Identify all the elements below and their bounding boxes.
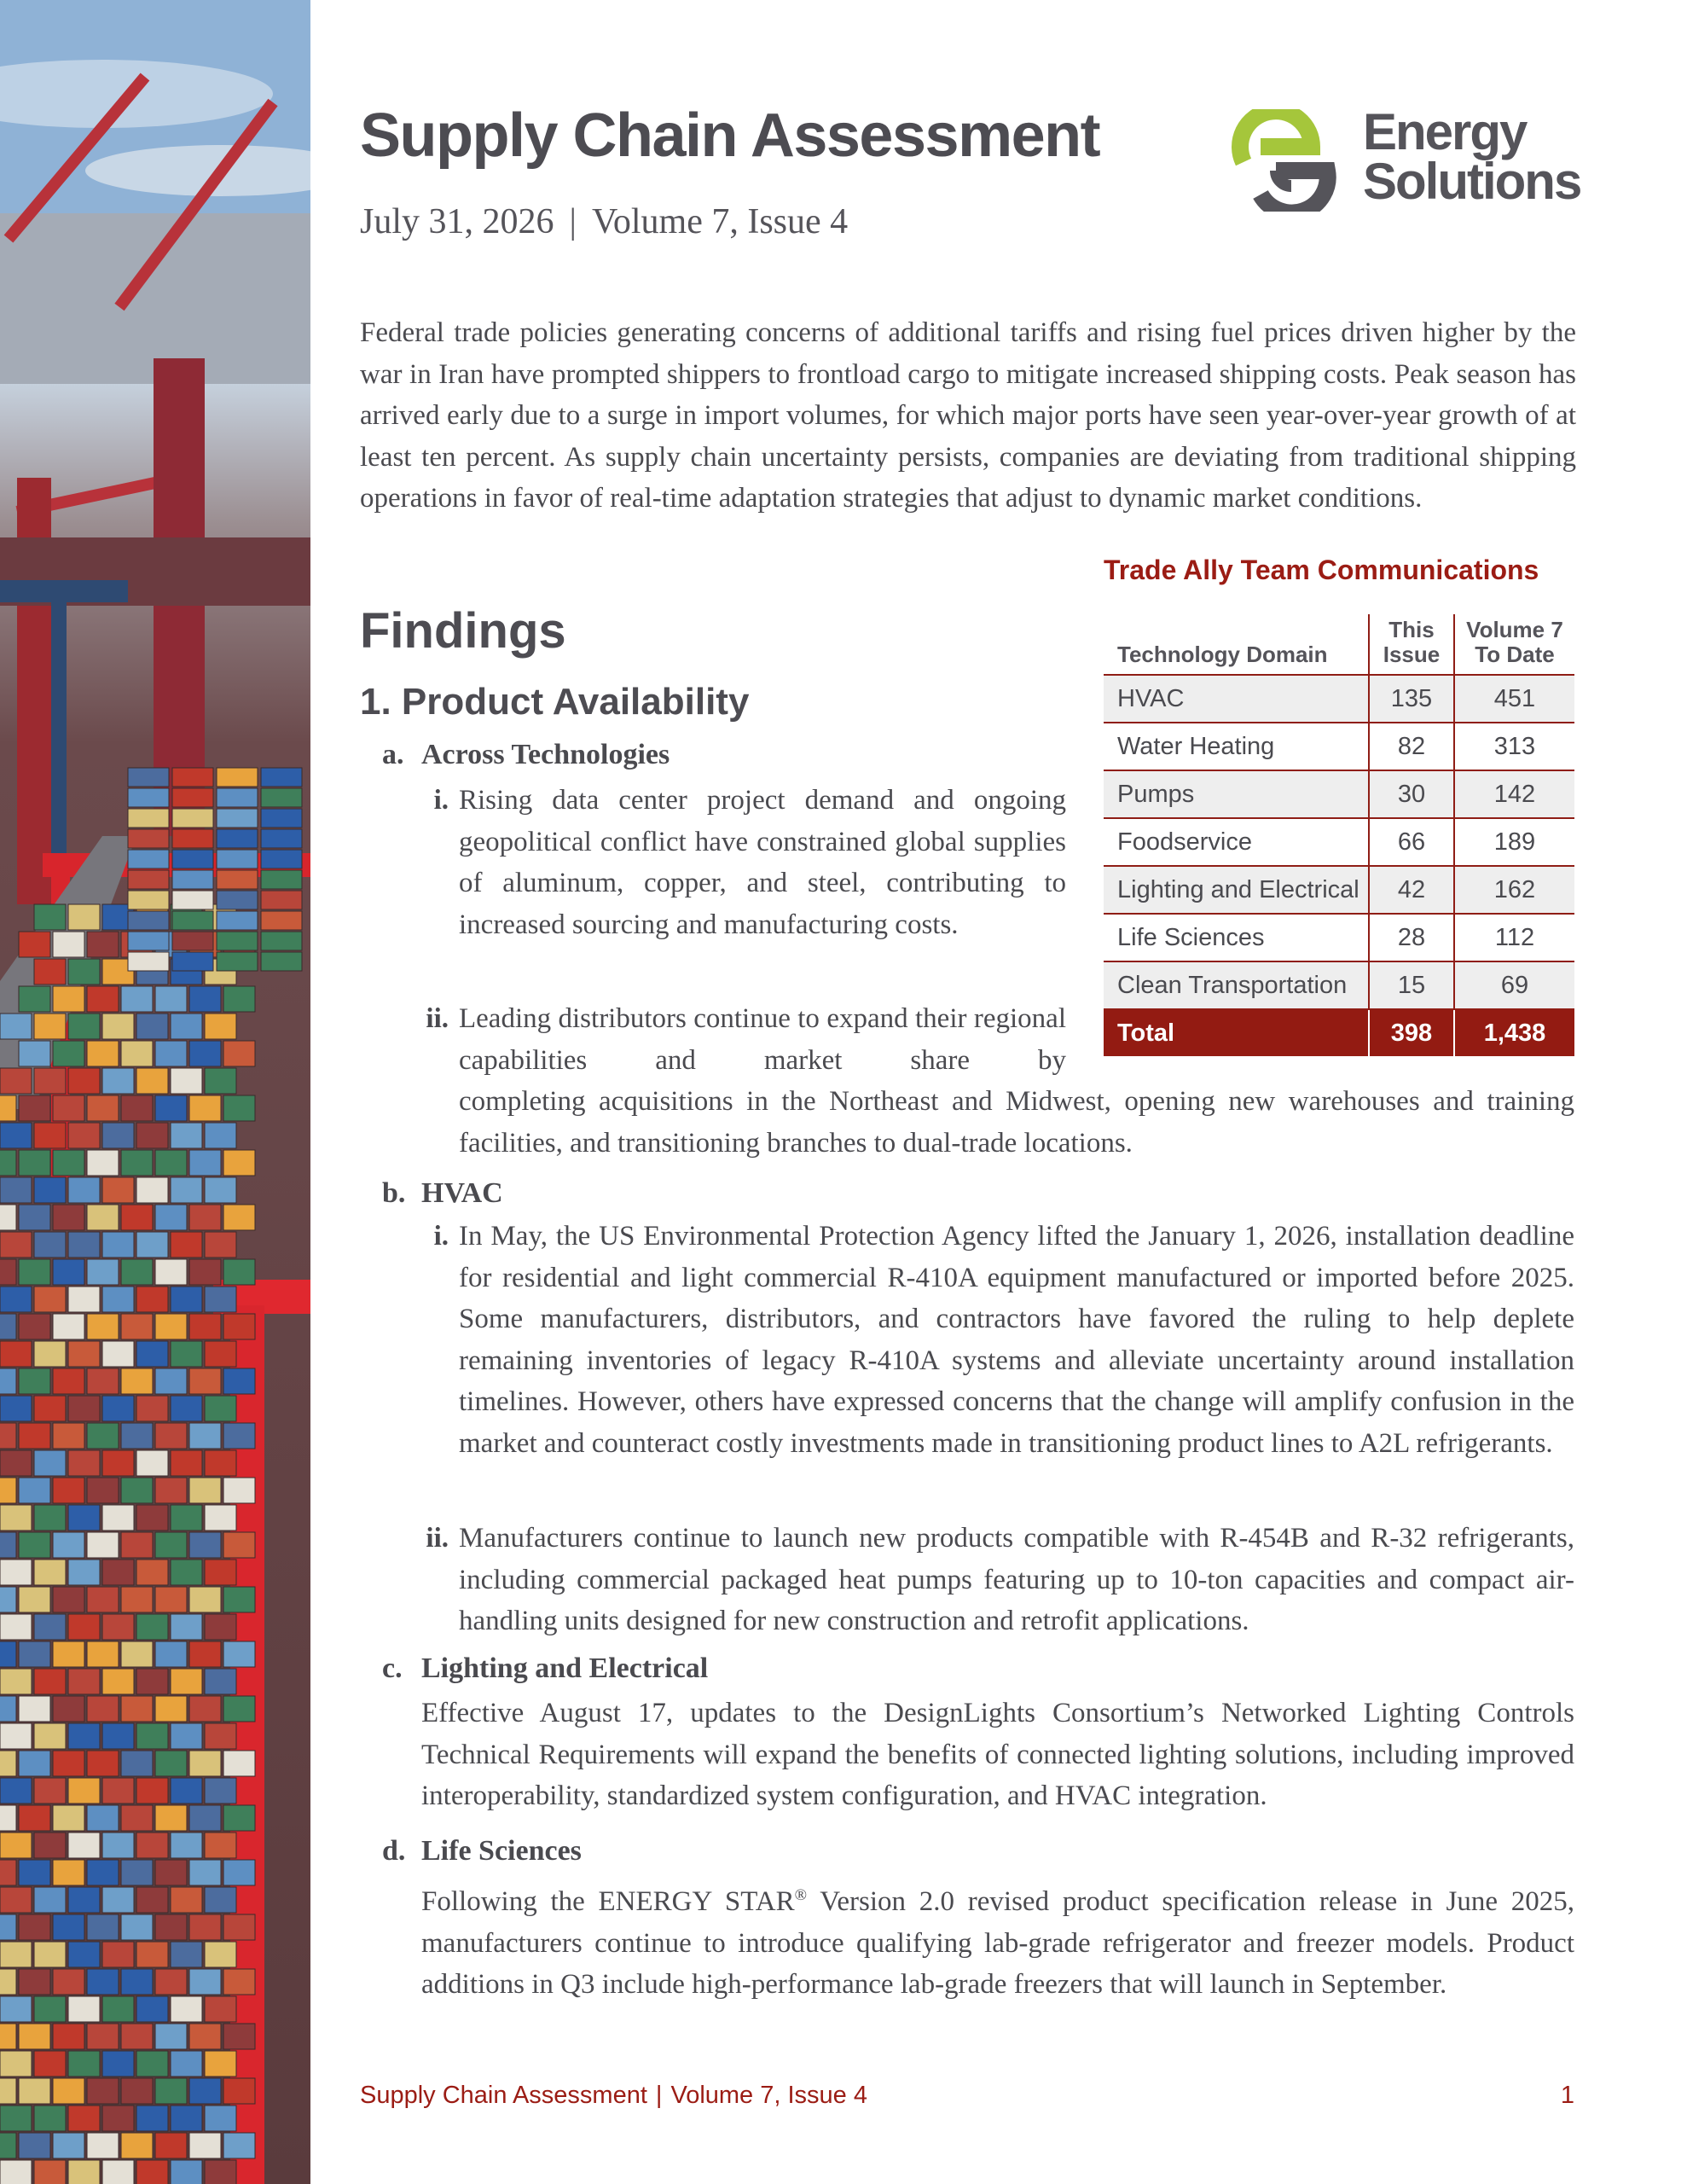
cell-domain: Lighting and Electrical	[1117, 876, 1359, 903]
energy-solutions-logo	[1226, 103, 1585, 218]
subsection-a-title: Across Technologies	[421, 739, 670, 770]
footer-volume: Volume 7, Issue 4	[670, 2082, 867, 2109]
subsection-c-title: Lighting and Electrical	[421, 1653, 709, 1684]
cell-issue: 66	[1368, 819, 1453, 865]
subsection-d-heading	[382, 1835, 582, 1867]
cell-to-date: 162	[1453, 867, 1574, 913]
header-volume-line1: Volume 7	[1466, 617, 1563, 642]
table-total-row	[1104, 1010, 1574, 1056]
item-b-ii-text: Manufacturers continue to launch new products compatible with R-454B and R-32 refrigerants, including commercial packaged heat pumps featuring up to 10-ton capacities and compact air-handling units designed for new construction and retrofit applications.	[459, 1523, 1574, 1636]
header-this-issue-line2: Issue	[1383, 642, 1441, 667]
cell-domain: Clean Transportation	[1117, 972, 1348, 999]
footer-separator: |	[655, 2082, 663, 2109]
table-row	[1104, 867, 1574, 915]
cell-domain: Water Heating	[1117, 733, 1275, 760]
header-volume-to-date	[1453, 614, 1574, 676]
cell-to-date: 142	[1453, 771, 1574, 817]
registered-mark: ®	[794, 1886, 808, 1904]
table-row	[1104, 962, 1574, 1010]
item-b-ii-marker: ii.	[426, 1523, 449, 1554]
energy-solutions-logo-icon	[1226, 109, 1346, 212]
header-volume-line2: To Date	[1475, 642, 1555, 667]
subsection-a-heading	[382, 739, 670, 771]
logo-wordmark	[1363, 103, 1581, 210]
table-row	[1104, 723, 1574, 771]
cell-domain: HVAC	[1117, 685, 1185, 712]
page-footer	[360, 2082, 867, 2110]
subsection-b-heading	[382, 1177, 503, 1210]
cell-issue: 42	[1368, 867, 1453, 913]
cell-to-date: 313	[1453, 723, 1574, 770]
subsection-d-text-before: Following the ENERGY STAR	[421, 1886, 795, 1917]
cell-issue: 82	[1368, 723, 1453, 770]
item-a-ii-text-line1: Leading distributors continue to expand their regional capabilities and market share by	[459, 1003, 1066, 1076]
item-a-i-text: Rising data center project demand and ongoing geopolitical conflict have constrained global supplies of aluminum, copper, and steel, contributing to increased sourcing and manufacturing costs.	[459, 785, 1066, 940]
cell-to-date: 69	[1453, 962, 1574, 1008]
table-row	[1104, 771, 1574, 819]
item-b-i-text: In May, the US Environmental Protection Agency lifted the January 1, 2026, installation deadline for residential and light commercial R-410A equipment manufactured or imported before 2025. Some manufacturers, distributors, and contractors have favored the ruling to help deplete remaining inventories of legacy R-410A systems and alleviate uncertainty around installation timelines. However, others have expressed concerns that the change will amplify confusion in the market and counteract costly investments made in transitioning product lines to A2L refrigerants.	[459, 1221, 1574, 1459]
header-this-issue-line1: This	[1388, 617, 1435, 642]
issue-date: July 31, 2026	[360, 202, 554, 241]
section-product-availability-heading: 1. Product Availability	[360, 681, 750, 723]
subsection-d-text-after: Version 2.0 revised product specification release in June 2025, manufacturers continue to introduce qualifying lab-grade refrigerator and freezer models. Product additions in Q3 include high-performance lab-grade freezers that will launch in September.	[421, 1886, 1575, 2000]
total-issue: 398	[1368, 1010, 1453, 1056]
subsection-d-marker: d.	[382, 1835, 406, 1867]
footer-title: Supply Chain Assessment	[360, 2082, 647, 2109]
table-row	[1104, 676, 1574, 723]
item-b-i-marker: i.	[433, 1221, 449, 1252]
total-to-date: 1,438	[1453, 1010, 1574, 1056]
intro-paragraph: Federal trade policies generating concerns of additional tariffs and rising fuel prices driven higher by the war in Iran have prompted shippers to frontload cargo to mitigate increased shipping costs. Peak season has arrived early due to a surge in import volumes, for which major ports have seen year-over-year growth of at least ten percent. As supply chain uncertainty persists, companies are deviating from traditional shipping operations in favor of real-time adaptation strategies that adjust to dynamic market conditions.	[360, 317, 1576, 514]
issue-volume: Volume 7, Issue 4	[591, 202, 849, 241]
subsection-c-text: Effective August 17, updates to the DesignLights Consortium’s Networked Lighting Controls Technical Requirements will expand the benefits of connected lighting solutions, including improved interoperability, standardized system configuration, and HVAC integration.	[421, 1698, 1574, 1811]
cell-to-date: 189	[1453, 819, 1574, 865]
port-photo-image	[0, 0, 310, 2184]
issue-dateline	[360, 201, 848, 242]
container-yard-illustration	[0, 0, 310, 2184]
cell-issue: 30	[1368, 771, 1453, 817]
cell-domain: Pumps	[1117, 781, 1195, 808]
cell-domain: Foodservice	[1117, 828, 1252, 856]
page-title: Supply Chain Assessment	[360, 102, 1100, 170]
item-a-i-marker: i.	[433, 785, 449, 816]
cell-to-date: 451	[1453, 676, 1574, 722]
cell-issue: 15	[1368, 962, 1453, 1008]
subsection-b-marker: b.	[382, 1177, 406, 1209]
subsection-c-marker: c.	[382, 1653, 403, 1684]
cell-domain: Life Sciences	[1117, 924, 1265, 951]
total-label: Total	[1117, 1019, 1175, 1047]
header-this-issue	[1368, 614, 1453, 676]
table-title: Trade Ally Team Communications	[1104, 555, 1539, 585]
communications-table	[1104, 613, 1574, 1056]
cell-to-date: 112	[1453, 915, 1574, 961]
item-a-ii-marker: ii.	[426, 1003, 449, 1034]
logo-word-energy: Energy	[1363, 103, 1527, 160]
subsection-d-title: Life Sciences	[421, 1835, 582, 1867]
header-technology-domain: Technology Domain	[1117, 642, 1328, 667]
item-a-ii-text-continued: completing acquisitions in the Northeast and Midwest, opening new warehouses and training facilities, and transitioning branches to dual-trade locations.	[459, 1086, 1574, 1159]
dateline-separator: |	[569, 202, 577, 241]
subsection-a-marker: a.	[382, 739, 404, 770]
table-row	[1104, 915, 1574, 962]
page-number: 1	[1560, 2082, 1574, 2109]
table-header-row	[1104, 613, 1574, 676]
subsection-d-text	[421, 1875, 1574, 2006]
subsection-c-heading	[382, 1653, 708, 1685]
table-row	[1104, 819, 1574, 867]
subsection-b-title: HVAC	[421, 1177, 503, 1209]
cell-issue: 135	[1368, 676, 1453, 722]
cell-issue: 28	[1368, 915, 1453, 961]
findings-heading: Findings	[360, 603, 566, 659]
logo-word-solutions: Solutions	[1363, 153, 1581, 210]
